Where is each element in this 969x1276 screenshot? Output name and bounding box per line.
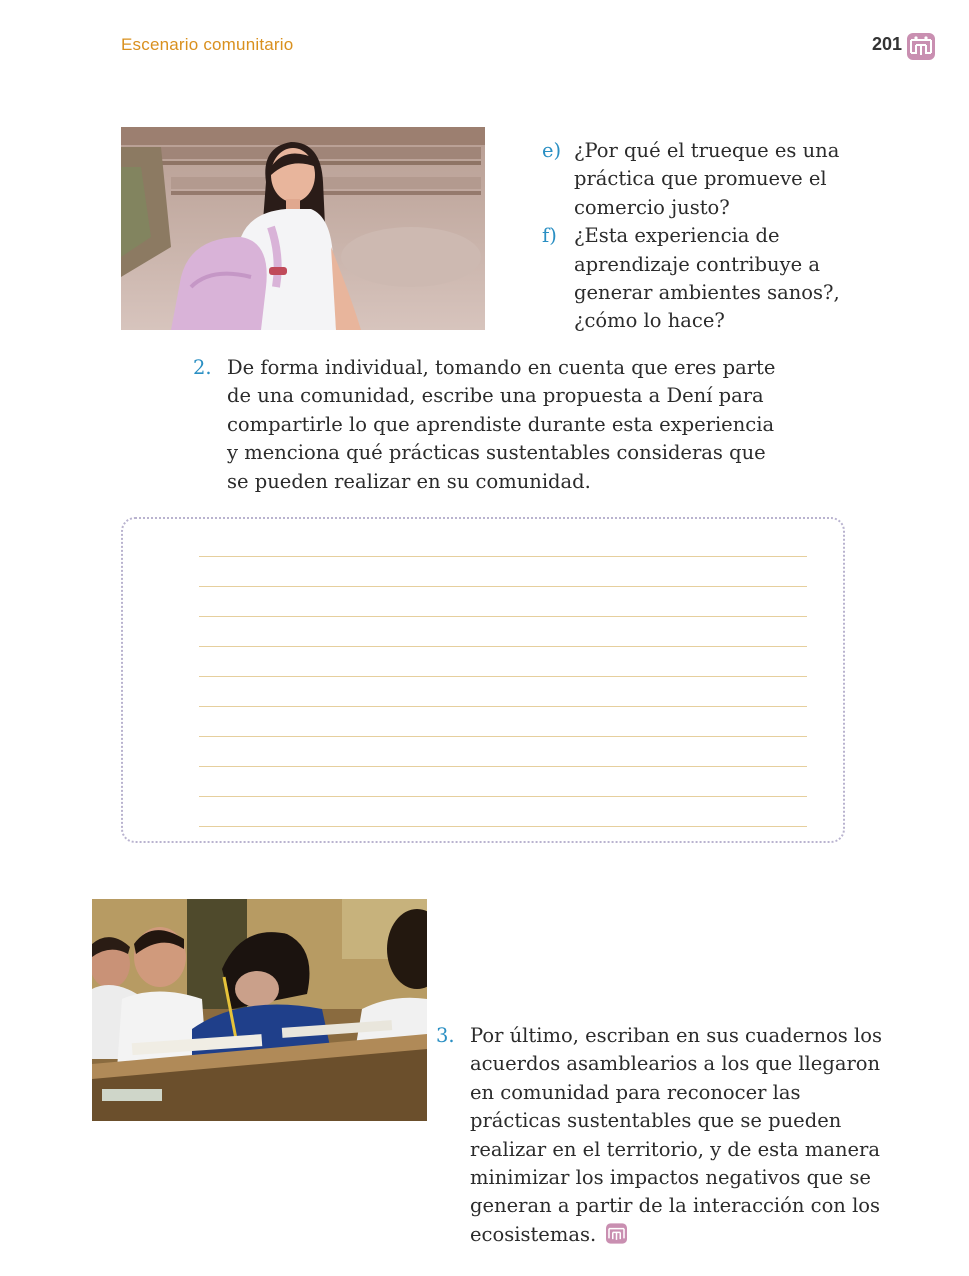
writing-line (199, 796, 807, 797)
question-e-text: ¿Por qué el trueque es una práctica que promueve el comercio justo? (574, 139, 840, 219)
activity-2-text: De forma individual, tomando en cuenta que eres parte de una comunidad, escribe una propuesta a Dení para compartirle lo que aprendiste durante esta experiencia y menciona qué prácticas sustentables consideras que se pueden realizar en su comunidad. (227, 356, 776, 493)
section-title: Escenario comunitario (121, 35, 294, 54)
writing-line (199, 586, 807, 587)
writing-line (199, 676, 807, 677)
question-f (542, 222, 852, 336)
questions-list (542, 137, 852, 336)
answer-writing-area[interactable] (121, 517, 845, 843)
section-glyph-icon (907, 33, 935, 60)
writing-line (199, 646, 807, 647)
writing-line (199, 556, 807, 557)
writing-line (199, 766, 807, 767)
writing-line (199, 736, 807, 737)
question-e (542, 137, 852, 222)
activity-3-text: Por último, escriban en sus cuadernos los acuerdos asamblearios a los que llegaron en comunidad para reconocer las prácticas sustentables que se pueden realizar en el territorio, y de esta manera minimizar los impactos negativos que se generan a partir de la interacción con los ecosistemas. (470, 1024, 882, 1246)
activity-3 (436, 1022, 890, 1249)
page-number: 201 (872, 34, 903, 54)
writing-line (199, 616, 807, 617)
question-f-text: ¿Esta experiencia de aprendizaje contribuye a generar ambientes sanos?, ¿cómo lo hace? (574, 224, 840, 333)
question-f-letter: f) (542, 224, 557, 248)
activity-2-number: 2. (193, 356, 212, 379)
girl-with-backpack-photo (121, 127, 485, 330)
writing-line (199, 826, 807, 827)
end-glyph-icon (606, 1223, 627, 1244)
writing-line (199, 706, 807, 707)
activity-3-number: 3. (436, 1024, 455, 1048)
question-e-letter: e) (542, 139, 562, 162)
activity-2 (193, 354, 787, 496)
classroom-students-photo (92, 899, 427, 1121)
